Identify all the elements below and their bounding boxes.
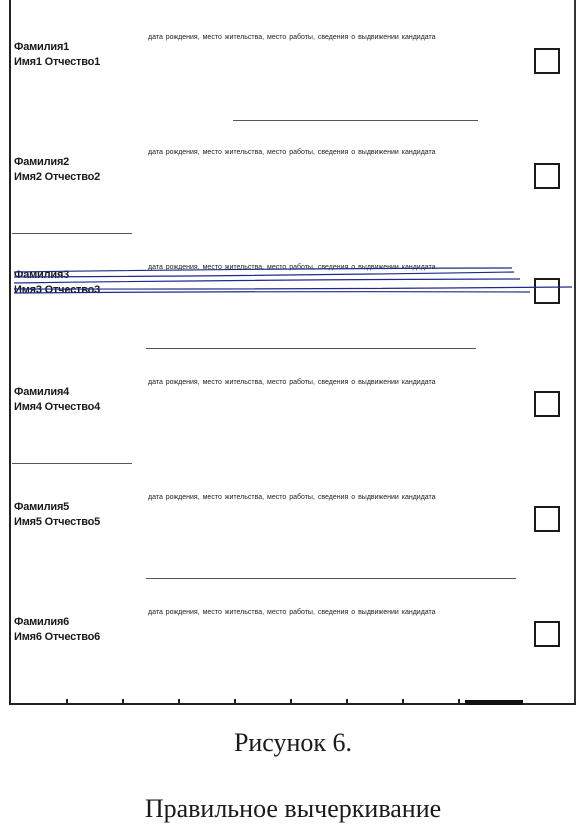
ruler-tick — [346, 699, 348, 705]
strike-line — [14, 268, 512, 272]
strike-line — [14, 292, 530, 293]
figure-subtitle: Правильное вычеркивание — [144, 794, 442, 823]
candidate-surname: Фамилия6 — [14, 616, 70, 628]
candidate-given-names: Имя4 Отчество4 — [14, 401, 101, 413]
candidate-surname: Фамилия3 — [14, 269, 70, 281]
candidate-name — [14, 615, 100, 645]
candidate-description: дата рождения, место жительства, место работы, сведения о выдвижении кандидата — [148, 34, 436, 41]
ruler-tick — [234, 699, 236, 705]
candidate-row-5 — [0, 478, 586, 593]
row-separator — [146, 578, 516, 579]
figure-caption: Рисунок 6. — [233, 728, 353, 757]
ruler-tick — [402, 699, 404, 705]
candidate-surname: Фамилия4 — [14, 386, 70, 398]
ruler-tick — [178, 699, 180, 705]
candidate-given-names: Имя3 Отчество3 — [14, 284, 101, 296]
candidate-surname: Фамилия1 — [14, 41, 70, 53]
candidate-given-names: Имя6 Отчество6 — [14, 631, 101, 643]
candidate-description: дата рождения, место жительства, место работы, сведения о выдвижении кандидата — [148, 379, 436, 386]
candidate-description: дата рождения, место жительства, место работы, сведения о выдвижении кандидата — [148, 264, 436, 271]
candidate-description: дата рождения, место жительства, место работы, сведения о выдвижении кандидата — [148, 494, 436, 501]
strike-line — [14, 272, 514, 277]
candidate-given-names: Имя1 Отчество1 — [14, 56, 101, 68]
row-separator — [146, 348, 476, 349]
row-separator — [12, 463, 132, 464]
ruler-tick — [458, 699, 460, 705]
ruler-thick-segment — [465, 700, 523, 705]
ruler-tick — [122, 699, 124, 705]
candidate-given-names: Имя2 Отчество2 — [14, 171, 101, 183]
candidate-name — [14, 500, 100, 530]
candidate-given-names: Имя5 Отчество5 — [14, 516, 101, 528]
candidate-surname: Фамилия5 — [14, 501, 70, 513]
ruler-tick — [290, 699, 292, 705]
candidate-description: дата рождения, место жительства, место работы, сведения о выдвижении кандидата — [148, 609, 436, 616]
vote-checkbox[interactable] — [534, 506, 560, 532]
vote-checkbox[interactable] — [534, 391, 560, 417]
candidate-description: дата рождения, место жительства, место работы, сведения о выдвижении кандидата — [148, 149, 436, 156]
candidate-name — [14, 385, 100, 415]
strike-line — [14, 279, 520, 283]
ruler-tick — [66, 699, 68, 705]
strike-line — [14, 287, 572, 289]
vote-checkbox[interactable] — [534, 621, 560, 647]
candidate-surname: Фамилия2 — [14, 156, 70, 168]
candidate-row-4 — [0, 363, 586, 478]
candidate-row-6 — [0, 593, 586, 708]
